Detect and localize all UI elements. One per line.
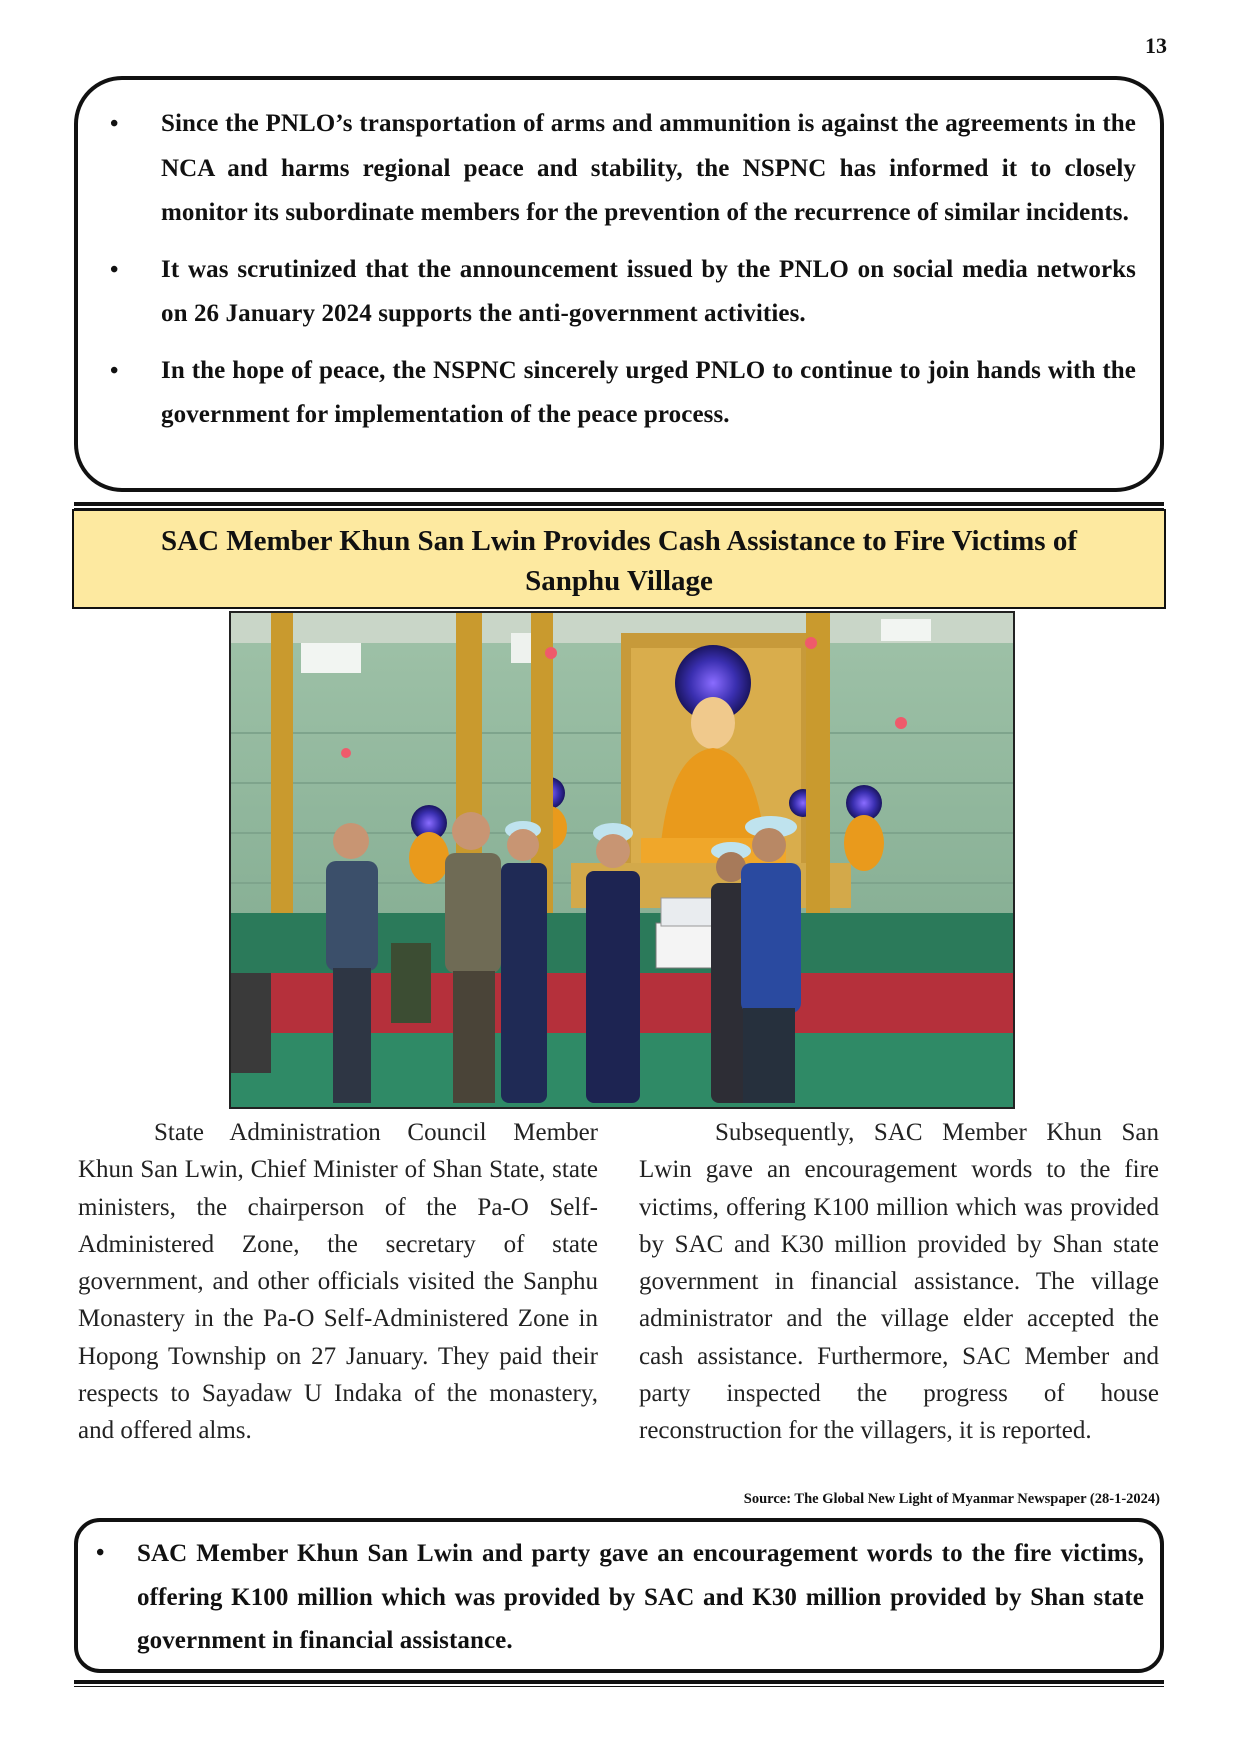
article-column-right bbox=[639, 1114, 1159, 1450]
article-headline bbox=[72, 509, 1166, 609]
list-item bbox=[102, 102, 1136, 236]
summary-box-bottom bbox=[74, 1518, 1164, 1673]
article-column-left bbox=[78, 1114, 598, 1450]
bullet-list bbox=[102, 102, 1136, 438]
page-number: 13 bbox=[1145, 33, 1167, 58]
summary-box-top bbox=[74, 76, 1164, 492]
bullet-dot-icon: • bbox=[110, 357, 119, 384]
bullet-list bbox=[92, 1532, 1144, 1663]
bullet-dot-icon: • bbox=[110, 111, 119, 137]
article-paragraph: State Administration Council Member Khun San Lwin, Chief Minister of Shan State, state ministers, the chairperson of the Pa-O Self-Administered Zone, the secretary of state government, and other officials visited the Sanphu Monastery in the Pa-O Self-Administered Zone in Hopong Township on 27 January. They paid their respects to Sayadaw U Indaka of the monastery, and offered alms. bbox=[78, 1119, 598, 1445]
divider-rule bbox=[74, 502, 1164, 506]
source-citation: Source: The Global New Light of Myanmar Newspaper (28-1-2024) bbox=[743, 1491, 1160, 1507]
article-paragraph: Subsequently, SAC Member Khun San Lwin gave an encouragement words to the fire victims, offering K100 million which was provided by SAC and K30 million provided by Shan state government in financial assistance. The village administrator and the village elder accepted the cash assistance. Furthermore, SAC Member and party inspected the progress of house reconstruction for the villagers, it is reported. bbox=[639, 1119, 1159, 1445]
bullet-dot-icon: • bbox=[96, 1540, 105, 1566]
divider-rule bbox=[74, 1680, 1164, 1684]
bullet-text: In the hope of peace, the NSPNC sincerely urged PNLO to continue to join hands with the government for implementation of the peace process. bbox=[161, 356, 1136, 428]
bullet-dot-icon: • bbox=[110, 256, 119, 283]
ceremony-photo-illustration bbox=[231, 613, 1013, 1107]
list-item bbox=[102, 349, 1136, 438]
list-item bbox=[92, 1532, 1144, 1663]
bullet-text: It was scrutinized that the announcement issued by the PNLO on social media networks on 26 January 2024 supports the anti-government activities. bbox=[161, 255, 1136, 327]
list-item bbox=[102, 248, 1136, 337]
article-photo bbox=[229, 611, 1015, 1109]
bullet-text: SAC Member Khun San Lwin and party gave an encouragement words to the fire victims, offering K100 million which was provided by SAC and K30 million provided by Shan state government in financial assistance. bbox=[137, 1540, 1144, 1654]
bullet-text: Since the PNLO’s transportation of arms and ammunition is against the agreements in the NCA and harms regional peace and stability, the NSPNC has informed it to closely monitor its subordinate members for the prevention of the recurrence of similar incidents. bbox=[161, 110, 1136, 226]
divider-rule bbox=[74, 1686, 1164, 1687]
headline-line: SAC Member Khun San Lwin Provides Cash Assistance to Fire Victims of bbox=[161, 525, 1077, 557]
headline-line: Sanphu Village bbox=[525, 565, 713, 597]
